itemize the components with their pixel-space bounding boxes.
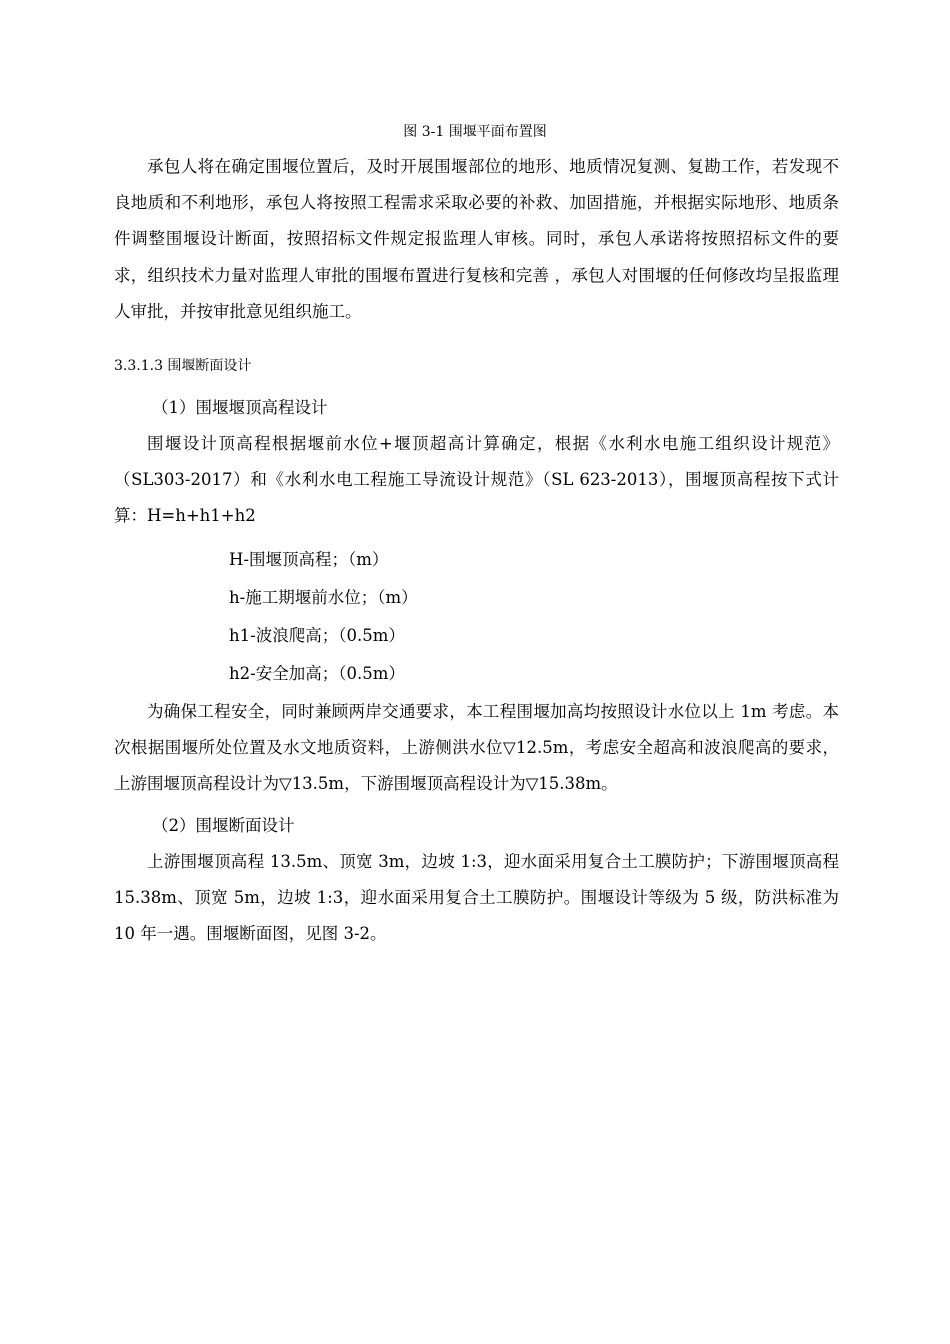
section-heading: 3.3.1.3 围堰断面设计 [114, 358, 252, 374]
subheading-crest-elevation: （1）围堰堰顶高程设计 [152, 398, 328, 417]
formula-item: h2-安全加高；（0.5m） [229, 664, 405, 683]
paragraph-elevation-formula: 围堰设计顶高程根据堰前水位+堰顶超高计算确定，根据《水利水电施工组织设计规范》 （SL303-2017）和《水利水电工程施工导流设计规范》（SL 623-2013），围堰顶高程按下式计算：H=h+h1+h2 [114, 434, 839, 526]
paragraph-survey: 承包人将在确定围堰位置后，及时开展围堰部位的地形、地质情况复测、复勘工作，若发现不良地质和不利地形，承包人将按照工程需求采取必要的补救、加固措施，并根据实际地形、地质条件调整围堰设计断面，按照招标文件规定报监理人审核。同时，承包人承诺将按照招标文件的要求，组织技术力量对监理人审批的围堰布置进行复核和完善 ，承包人对围堰的任何修改均呈报监理人审批，并按审批意见组织施工。 [114, 157, 839, 321]
formula-item: h-施工期堰前水位；（m） [229, 588, 418, 607]
figure-caption: 图 3-1 围堰平面布置图 [403, 124, 547, 140]
formula-item: h1-波浪爬高；（0.5m） [229, 626, 405, 645]
formula-item: H-围堰顶高程；（m） [229, 550, 389, 569]
subheading-section-design: （2）围堰断面设计 [152, 816, 295, 835]
paragraph-section-design: 上游围堰顶高程 13.5m、顶宽 3m，边坡 1:3，迎水面采用复合土工膜防护；下游围堰顶高程 15.38m、顶宽 5m，边坡 1:3，迎水面采用复合土工膜防护。围堰设计等级为 5 级，防洪标准为 10 年一遇。围堰断面图，见图 3-2。 [114, 852, 839, 944]
paragraph-design-elevation: 为确保工程安全，同时兼顾两岸交通要求，本工程围堰加高均按照设计水位以上 1m 考虑。本次根据围堰所处位置及水文地质资料，上游侧洪水位▽12.5m，考虑安全超高和波浪爬高的要求，上游围堰顶高程设计为▽13.5m，下游围堰顶高程设计为▽15.38m。 [114, 702, 839, 794]
